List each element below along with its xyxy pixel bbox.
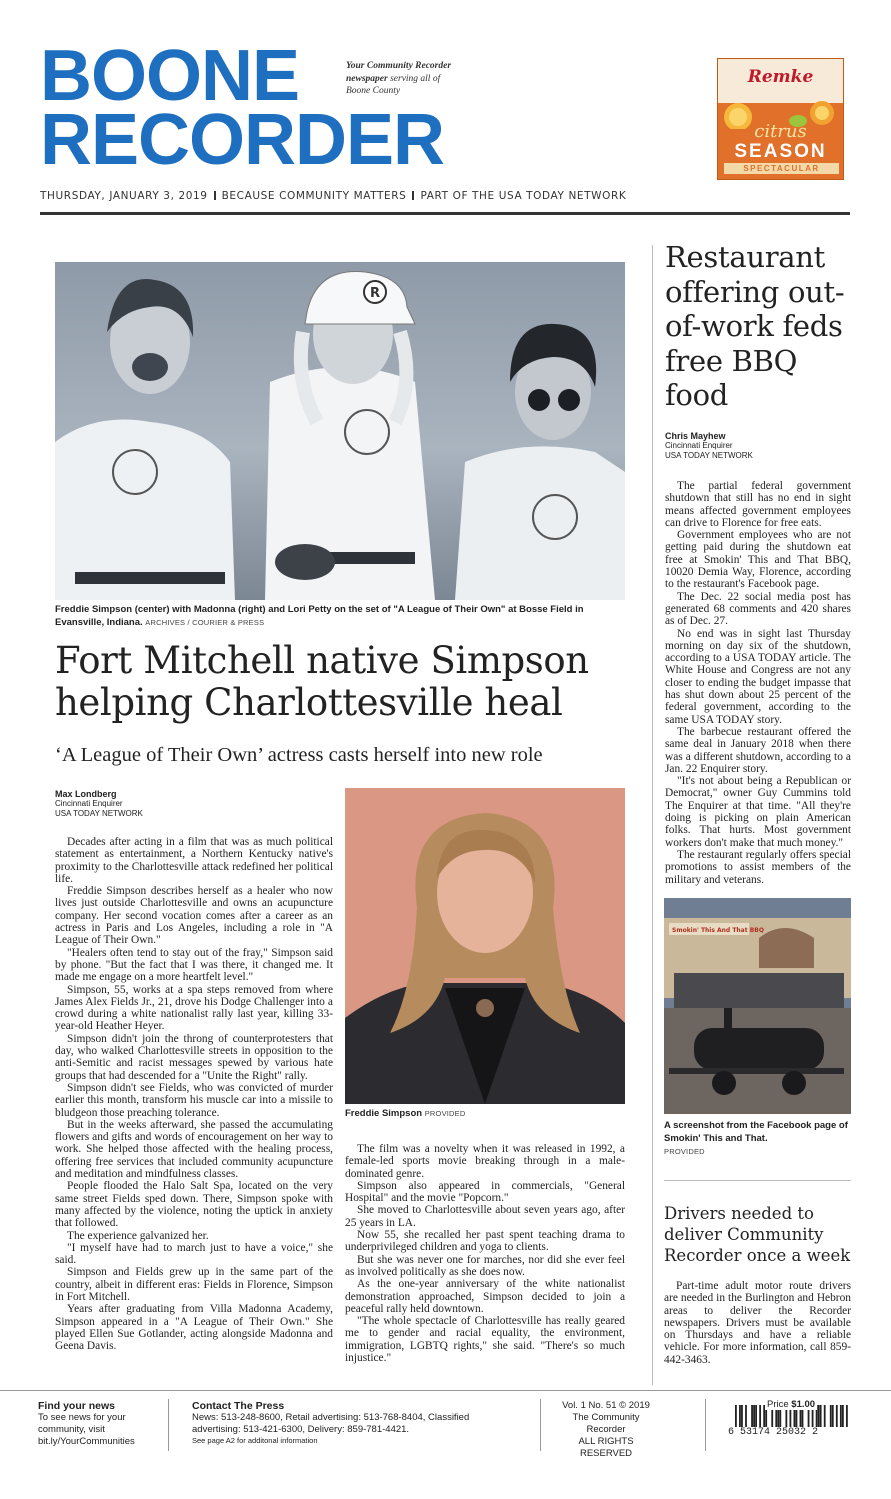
portrait-illustration [345,788,625,1104]
byline-org: Cincinnati Enquirer [55,799,123,808]
bbq-trailer-illustration [664,898,851,1114]
lead-story-paragraph: Simpson, 55, works at a spa steps removed from where James Alex Fields Jr., 21, drove his Dodge Challenger into a crowd during a white nationalist rally last year, killing 33-year-old Heather Heyer. [55,983,333,1033]
find-news-block [38,1400,163,1448]
price [765,1399,817,1410]
photo-credit: ARCHIVES / COURIER & PRESS [145,618,265,627]
footer-rule [0,1390,891,1391]
find-news-text[interactable]: To see news for your community, visit bit.ly/YourCommunities [38,1412,135,1447]
svg-text:R: R [370,286,381,301]
barcode-bar [745,1405,747,1427]
portrait-photo[interactable] [345,788,625,1104]
tagline-bold: Your Community Recorder newspaper [346,61,452,84]
ad-spectacular: SPECTACULAR [724,163,839,174]
masthead-tagline [346,60,466,98]
side-byline [665,431,753,461]
side-headline[interactable]: Restaurant offering out-of-work feds free BBQ food [665,240,845,412]
lead-story-paragraph: "I myself have had to march just to have a voice," she said. [55,1241,333,1267]
lead-story-paragraph: The experience galvanized her. [67,1229,209,1242]
side-story-paragraph: The Dec. 22 social media post has generated 68 comments and 420 shares as of Dec. 27. [665,590,851,628]
lead-byline [55,789,143,819]
barcode-bar [824,1405,826,1427]
column-divider [652,245,653,1385]
barcode-bar [846,1405,848,1427]
drivers-paragraph: Part-time adult motor route drivers are needed in the Burlington and Hebron areas to deliver the Recorder newspapers. Drivers must be available on Thursdays and have a reliable vehicle. For more information, call 859-442-3463. [664,1280,851,1366]
portrait-caption [345,1107,625,1120]
dateline [40,190,626,202]
truck-photo[interactable] [664,898,851,1114]
side-story-body [665,480,851,886]
network-note: PART OF THE USA TODAY NETWORK [420,190,627,202]
separator [412,191,414,200]
lead-story-column-2 [345,1143,625,1364]
caption-text: A screenshot from the Facebook page of Smokin' This and That. [664,1120,848,1144]
lead-story-paragraph: Years after graduating from Villa Madonna Academy, Simpson appeared in a "A League of Their Own." She played Ellen Sue Gotlander, acting alongside Madonna and Geena Davis. [55,1303,333,1353]
lead-story-paragraph: As the one-year anniversary of the white nationalist demonstration approached, Simpson decided to join a peaceful rally held downtown. [345,1278,625,1315]
barcode-digits: 6 53174 25032 2 [728,1427,819,1438]
barcode-bar [755,1405,757,1427]
drivers-headline[interactable]: Drivers needed to deliver Community Recorder once a week [664,1204,851,1265]
barcode-bar [832,1405,834,1427]
lead-story-paragraph: But she was never one for marches, nor did she ever feel as involved politically as she does now. [345,1253,625,1278]
issue-date: THURSDAY, JANUARY 3, 2019 [40,190,208,202]
barcode-bar [739,1405,741,1427]
lead-headline[interactable]: Fort Mitchell native Simpson helping Charlottesville heal [55,639,589,724]
lead-story-paragraph: Simpson didn't join the throng of counterprotesters that day, who walked Charlottesville streets in opposition to the anti-Semitic and racist messages spewed by various hate groups that had descended for a "Unite the Right" rally. [55,1032,333,1082]
truck-photo-caption [664,1119,854,1158]
caption-text: Freddie Simpson (center) with Madonna (right) and Lori Petty on the set of "A League of Their Own" at Bosse Field in Evansville, Indiana. [55,604,584,628]
price-value: $1.00 [791,1399,816,1410]
lead-story-paragraph: But in the weeks afterward, she passed the accumulating flowers and gifts and words of encouragement on her way to work. She helped those affected with the healing process, offering free services that included community acupuncture and meditation and mindfulness classes. [55,1118,333,1181]
side-story-paragraph: The barbecue restaurant offered the same deal in January 2018 when there was a different shutdown, according to a Jan. 22 Enquirer story. [665,725,851,775]
volume: Vol. 1 No. 51 © 2019 [562,1400,650,1411]
lead-story-paragraph: Now 55, she recalled her past spent teaching drama to underprivileged children and yoga to clients. [345,1229,625,1254]
masthead-rule [40,212,850,215]
photo-credit: PROVIDED [424,1109,466,1118]
barcode-bar [751,1405,753,1427]
contact-block [192,1400,497,1445]
ad-season: SEASON [734,141,827,162]
barcode-bar [840,1405,842,1427]
issue-info [556,1400,656,1460]
barcode-bar [741,1405,743,1427]
footer-divider [705,1399,706,1451]
byline-network: USA TODAY NETWORK [665,451,753,460]
barcode-bar [820,1405,822,1427]
lead-story-paragraph: "Healers often tend to stay out of the fray," Simpson said by phone. "But the fact that I was there, it changed me. It made me engage on a more heartfelt level." [55,946,333,984]
lead-story-paragraph: People flooded the Halo Salt Spa, located on the very same street Fields sped down. There, Simpson spoke with many affected by the violence, noting the uptick in anxiety that followed. [55,1180,333,1230]
barcode-bar [818,1405,820,1427]
byline-network: USA TODAY NETWORK [55,809,143,818]
lead-story-paragraph: Simpson also appeared in commercials, "General Hospital" and the movie "Popcorn." [345,1179,625,1205]
lead-photo[interactable] [55,262,625,600]
section-divider [664,1180,851,1181]
lead-story-paragraph: The film was a novelty when it was released in 1992, a female-led sports movie breaking through in a male-dominated genre. [345,1143,625,1180]
side-story-paragraph: The partial federal government shutdown that still has no end in sight means affected government employees can drive to Florence for free eats. [665,480,851,529]
byline-org: Cincinnati Enquirer [665,441,733,450]
find-news-title: Find your news [38,1400,116,1412]
title-line-1: BOONE [40,36,300,116]
lead-story-paragraph: Simpson and Fields grew up in the same part of the country, albeit in different eras: Fields in Florence, Simpson in Fort Mitchell. [55,1266,333,1303]
ad-citrus: citrus [754,121,807,142]
barcode-bar [830,1405,832,1427]
lead-photo-illustration [55,262,625,600]
byline-name: Chris Mayhew [665,431,726,441]
photo-credit: PROVIDED [664,1147,705,1156]
contact-note: See page A2 for additonal information [192,1436,318,1445]
drivers-body [664,1280,851,1366]
price-label: Price [767,1399,792,1410]
lead-story-paragraph: Decades after acting in a film that was as much political statement as entertainment, a Northern Kentucky native's proximity to the Charlottesville attack redefined her political life. [55,836,333,885]
lead-subhead: ‘A League of Their Own’ actress casts herself into new role [55,744,543,766]
barcode-bar [753,1405,755,1427]
lead-story-paragraph: Simpson didn't see Fields, who was convicted of murder earlier this month, transform his muscle car into a missile to bludgeon those preaching tolerance. [55,1081,333,1119]
contact-text: News: 513-248-8600, Retail advertising: 513-768-8404, Classified advertising: 513-421-6300, Delivery: 859-781-4421. [192,1412,470,1435]
side-story-paragraph: No end was in sight last Thursday morning on day six of the shutdown, according to a USA TODAY article. The White House and Congress are not any closer to ending the budget impasse that has shut down about 25 percent of the federal government, according to the same USA TODAY story. [665,627,851,726]
footer-divider [540,1399,541,1451]
rights: ALL RIGHTS RESERVED [578,1436,634,1459]
lead-story-paragraph: Freddie Simpson describes herself as a healer who now lives just outside Charlottesville and owns an acupuncture company. Her second vocation comes after a career as an actress in Paris and Los Angeles, including a role in "A League of Their Own." [55,885,333,947]
byline-name: Max Londberg [55,789,117,799]
side-story-paragraph: "It's not about being a Republican or Democrat," owner Guy Cummins told The Enquirer at that time. "All they're doing is picking on plain American folks. That hurts. Most government workers don't make that much money." [665,775,851,849]
restaurant-sign: Smokin' This And That BBQ [672,927,764,934]
lead-story-paragraph: "The whole spectacle of Charlottesville has really geared me to gender and racial equality, the environment, immigration, LGBTQ rights," she said. "There's so much injustice." [345,1315,625,1365]
paper-name: The Community Recorder [572,1412,640,1435]
title-line-2: RECORDER [40,100,445,180]
slogan: BECAUSE COMMUNITY MATTERS [221,190,407,202]
lead-story-paragraph: She moved to Charlottesville about seven years ago, after 25 years in LA. [345,1204,625,1229]
barcode-bar [759,1405,761,1427]
tagline-rest: serving all of Boone County [346,73,441,96]
barcode-bar [735,1405,737,1427]
remke-ad[interactable] [717,58,844,180]
lead-story-column-1 [55,836,333,1352]
contact-title: Contact The Press [192,1400,285,1412]
footer-divider [168,1399,169,1451]
barcode-bar [836,1405,838,1427]
side-story-paragraph: The restaurant regularly offers special promotions to assist members of the military and veterans. [665,848,851,886]
side-story-paragraph: Government employees who are not getting paid during the shutdown eat free at Smokin' This and That BBQ, 10020 Demia Way, Florence, according to the restaurant's Facebook page. [665,529,851,591]
masthead [40,36,850,190]
lead-photo-caption [55,603,630,629]
barcode-bar [842,1405,844,1427]
ad-brand: Remke [747,67,814,87]
caption-name: Freddie Simpson [345,1108,423,1119]
separator [214,191,216,200]
